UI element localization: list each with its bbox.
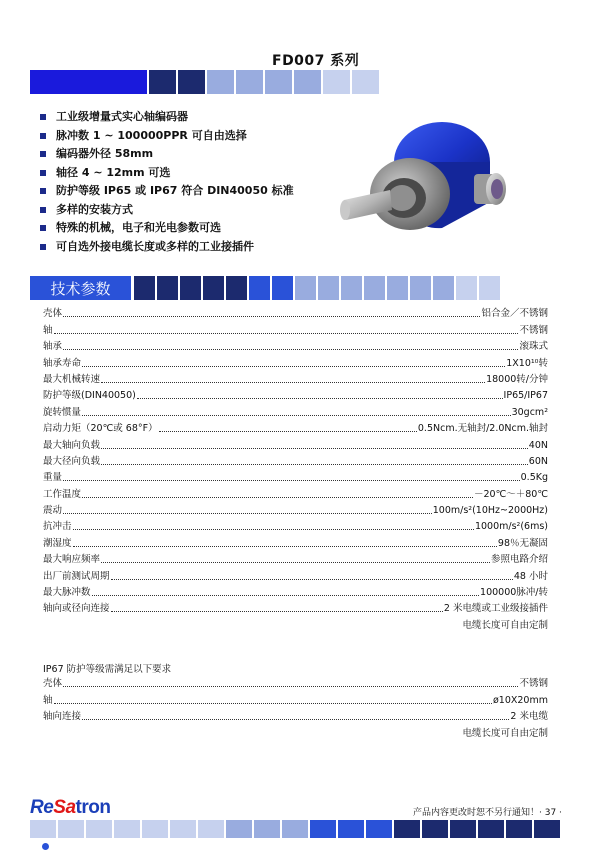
color-block xyxy=(134,276,155,300)
feature-item: 编码器外径 58mm xyxy=(40,145,294,164)
color-block xyxy=(226,820,252,838)
color-block xyxy=(178,70,205,94)
ip67-value: 不锈钢 xyxy=(519,678,548,690)
footer-note: 产品内容更改时恕不另行通知！· 37 · xyxy=(413,808,562,818)
color-block xyxy=(450,820,476,838)
spec-label: 出厂前测试周期 xyxy=(43,570,110,582)
color-block xyxy=(422,820,448,838)
ip67-label: 壳体 xyxy=(43,678,63,690)
feature-item: 多样的安装方式 xyxy=(40,201,294,220)
footer-color-strip xyxy=(30,820,560,838)
color-block xyxy=(318,276,339,300)
spec-row xyxy=(43,337,548,353)
spec-row xyxy=(43,583,548,599)
resatron-logo: ReSatron xyxy=(30,797,111,818)
color-block xyxy=(149,70,176,94)
dot-leader xyxy=(63,349,518,350)
dot-leader xyxy=(63,316,480,317)
spec-row xyxy=(43,615,548,631)
dot-leader xyxy=(111,611,443,612)
dot-leader xyxy=(101,464,528,465)
spec-label: 最大脉冲数 xyxy=(43,587,91,599)
ip67-value: ø10X20mm xyxy=(492,694,548,706)
dot-leader xyxy=(82,366,505,367)
color-block xyxy=(30,820,56,838)
color-block xyxy=(394,820,420,838)
dot-leader xyxy=(82,415,511,416)
dot-leader xyxy=(137,398,503,399)
color-block xyxy=(226,276,247,300)
dot-leader xyxy=(54,333,519,334)
spec-label: 防护等级(DIN40050) xyxy=(43,390,136,402)
spec-row xyxy=(43,468,548,484)
color-block xyxy=(58,820,84,838)
spec-value: 100000脉冲/转 xyxy=(480,587,548,599)
color-block xyxy=(170,820,196,838)
dot-leader xyxy=(111,579,513,580)
feature-item: 防护等级 IP65 或 IP67 符合 DIN40050 标准 xyxy=(40,182,294,201)
ip67-row xyxy=(43,674,548,690)
section-title: 技术参数 xyxy=(50,279,111,298)
spec-value: 18000转/分钟 xyxy=(486,373,548,385)
spec-row xyxy=(43,566,548,582)
section-title-bar xyxy=(30,276,131,300)
ip67-spec-table xyxy=(43,674,548,740)
footer-dot xyxy=(42,843,49,850)
dot-leader xyxy=(63,480,520,481)
dot-leader xyxy=(73,529,474,530)
dot-leader xyxy=(54,703,492,704)
color-block xyxy=(478,820,504,838)
spec-value: 0.5Ncm.无轴封/2.0Ncm.轴封 xyxy=(417,423,548,435)
spec-value: 铝合金／不锈钢 xyxy=(481,308,548,320)
color-block xyxy=(198,820,224,838)
section-color-strip xyxy=(134,276,500,300)
color-block xyxy=(364,276,385,300)
spec-label: 抗冲击 xyxy=(43,521,72,533)
dot-leader xyxy=(92,595,480,596)
spec-label: 工作温度 xyxy=(43,488,82,500)
spec-label: 轴承寿命 xyxy=(43,357,82,369)
dot-leader xyxy=(101,382,485,383)
spec-row xyxy=(43,517,548,533)
dot-leader xyxy=(82,719,509,720)
color-block xyxy=(410,276,431,300)
color-block xyxy=(282,820,308,838)
ip67-row xyxy=(43,723,548,739)
spec-label: 启动力矩（20℃或 68°F） xyxy=(43,423,158,435)
color-block xyxy=(114,820,140,838)
encoder-product-image xyxy=(330,112,510,252)
spec-value: 48 小时 xyxy=(513,570,548,582)
spec-label: 潮湿度 xyxy=(43,537,72,549)
dot-leader xyxy=(73,546,497,547)
header-accent-bar xyxy=(30,70,147,94)
color-block xyxy=(479,276,500,300)
feature-item: 工业级增量式实心轴编码器 xyxy=(40,108,294,127)
color-block xyxy=(534,820,560,838)
color-block xyxy=(142,820,168,838)
color-block xyxy=(352,70,379,94)
color-block xyxy=(366,820,392,838)
color-block xyxy=(338,820,364,838)
color-block xyxy=(433,276,454,300)
spec-row xyxy=(43,386,548,402)
color-block xyxy=(203,276,224,300)
spec-value: 参照电路介绍 xyxy=(490,554,548,566)
color-block xyxy=(249,276,270,300)
ip67-note: 电缆长度可自由定制 xyxy=(462,727,548,739)
spec-label: 轴 xyxy=(43,324,53,336)
spec-row xyxy=(43,484,548,500)
dot-leader xyxy=(101,448,528,449)
spec-row xyxy=(43,533,548,549)
spec-label: 最大响应频率 xyxy=(43,554,101,566)
spec-row xyxy=(43,550,548,566)
series-title: FD007 系列 xyxy=(272,53,360,69)
spec-value: 100m/s²(10Hz~2000Hz) xyxy=(432,505,548,517)
spec-label: 旋转惯量 xyxy=(43,406,82,418)
feature-item: 特殊的机械，电子和光电参数可选 xyxy=(40,219,294,238)
color-block xyxy=(265,70,292,94)
color-block xyxy=(294,70,321,94)
color-block xyxy=(272,276,293,300)
color-block xyxy=(295,276,316,300)
spec-label: 重量 xyxy=(43,472,63,484)
feature-item: 可自选外接电缆长度或多样的工业接插件 xyxy=(40,238,294,257)
color-block xyxy=(341,276,362,300)
spec-value: 2 米电缆或工业级接插件 xyxy=(443,603,548,615)
spec-value: 98％无凝固 xyxy=(497,537,548,549)
spec-label: 最大径向负载 xyxy=(43,455,101,467)
spec-label: 轴向或径向连接 xyxy=(43,603,110,615)
spec-row xyxy=(43,435,548,451)
spec-value: 滚珠式 xyxy=(519,341,548,353)
spec-note: 电缆长度可自由定制 xyxy=(462,619,548,631)
color-block xyxy=(86,820,112,838)
spec-row xyxy=(43,599,548,615)
spec-label: 震动 xyxy=(43,505,63,517)
color-block xyxy=(387,276,408,300)
ip67-value: 2 米电缆 xyxy=(510,711,548,723)
spec-label: 最大机械转速 xyxy=(43,373,101,385)
ip67-row xyxy=(43,690,548,706)
spec-row xyxy=(43,419,548,435)
spec-row xyxy=(43,501,548,517)
dot-leader xyxy=(159,431,417,432)
spec-value: 40N xyxy=(528,439,548,451)
spec-row xyxy=(43,370,548,386)
dot-leader xyxy=(63,513,432,514)
ip67-title: IP67 防护等级需满足以下要求 xyxy=(43,664,172,675)
spec-value: 30gcm² xyxy=(511,406,548,418)
spec-row xyxy=(43,304,548,320)
spec-value: 60N xyxy=(528,455,548,467)
color-block xyxy=(236,70,263,94)
spec-label: 最大轴向负载 xyxy=(43,439,101,451)
spec-value: 1000m/s²(6ms) xyxy=(474,521,548,533)
color-block xyxy=(310,820,336,838)
ip67-label: 轴 xyxy=(43,694,53,706)
color-block xyxy=(456,276,477,300)
spec-table xyxy=(43,304,548,632)
feature-item: 脉冲数 1 ~ 100000PPR 可自由选择 xyxy=(40,127,294,146)
color-block xyxy=(506,820,532,838)
header-color-strip xyxy=(149,70,379,94)
dot-leader xyxy=(63,686,518,687)
spec-row xyxy=(43,320,548,336)
color-block xyxy=(207,70,234,94)
spec-value: IP65/IP67 xyxy=(503,390,548,402)
spec-row xyxy=(43,353,548,369)
spec-value: 0.5Kg xyxy=(520,472,548,484)
spec-row xyxy=(43,402,548,418)
ip67-label: 轴向连接 xyxy=(43,711,82,723)
spec-value: 不锈钢 xyxy=(519,324,548,336)
spec-label: 壳体 xyxy=(43,308,63,320)
feature-item: 轴径 4 ~ 12mm 可选 xyxy=(40,164,294,183)
color-block xyxy=(254,820,280,838)
spec-value: 1X10¹⁰转 xyxy=(506,357,548,369)
feature-list xyxy=(40,108,294,256)
spec-row xyxy=(43,452,548,468)
dot-leader xyxy=(82,497,473,498)
color-block xyxy=(323,70,350,94)
color-block xyxy=(180,276,201,300)
spec-value: －20℃～＋80℃ xyxy=(473,488,548,500)
color-block xyxy=(157,276,178,300)
spec-label: 轴承 xyxy=(43,341,63,353)
ip67-row xyxy=(43,707,548,723)
dot-leader xyxy=(101,562,490,563)
